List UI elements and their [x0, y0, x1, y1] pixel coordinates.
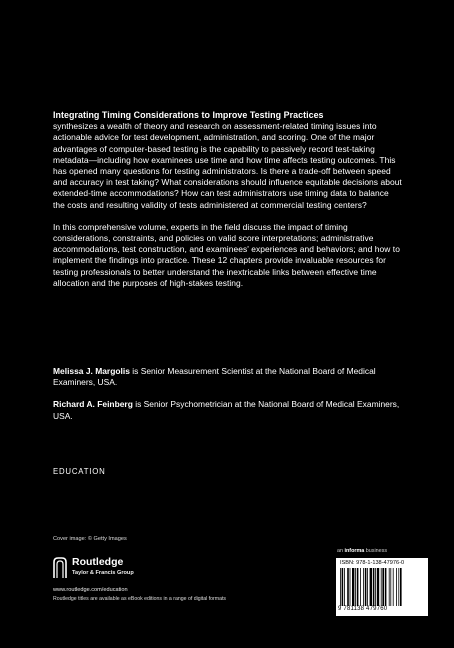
barcode-graphic — [340, 568, 424, 606]
publisher-url[interactable]: www.routledge.com/education — [53, 587, 128, 593]
publisher-name: Routledge — [72, 556, 124, 568]
author-name: Richard A. Feinberg — [53, 399, 133, 410]
author-bios — [53, 366, 403, 433]
author-bio-text: is Senior Psychometrician at the National Board of Medical Examiners, USA. — [53, 399, 400, 421]
description-text-1: synthesizes a wealth of theory and research on assessment-related timing issues into actionable advice for test development, administration, and scoring. One of the major advantages of computer-based testing is the capability to passively record test-taking metadata—including how examinees use time and how time affects testing outcomes. This has opened many questions for testing administrators. Is there a trade-off between speed and accuracy in test taking? What considerations should influence equitable decisions about extended-time accommodations? How can test administrators use timing data to balance the costs and resulting validity of tests administered at commercial testing centers? — [53, 121, 402, 210]
barcode-bar — [390, 568, 391, 606]
barcode-bar — [352, 568, 354, 606]
book-title: Integrating Timing Considerations to Improve Testing Practices — [53, 110, 324, 120]
barcode-bar — [373, 568, 375, 606]
barcode-bar — [382, 568, 384, 606]
barcode-bar — [396, 568, 397, 606]
author-bio — [53, 366, 403, 388]
barcode-bar — [365, 568, 367, 606]
isbn-barcode — [336, 558, 428, 616]
author-name: Melissa J. Margolis — [53, 366, 130, 376]
ebook-note: Routledge titles are available as eBook editions in a range of digital formats — [53, 596, 227, 602]
barcode-bar — [367, 568, 368, 606]
description-paragraph-1 — [53, 110, 403, 211]
barcode-bar — [400, 568, 402, 606]
barcode-bar — [340, 568, 341, 606]
cover-image-credit: Cover image: © Getty Images — [53, 536, 127, 542]
isbn-label: ISBN: 978-1-138-47976-0 — [340, 560, 405, 566]
barcode-bar — [381, 568, 382, 606]
barcode-bar — [389, 568, 390, 606]
barcode-bar — [370, 568, 372, 606]
informa-business-label — [337, 548, 387, 554]
informa-brand: informa — [344, 548, 365, 554]
barcode-bar — [355, 568, 356, 606]
author-bio-text: is Senior Measurement Scientist at the National Board of Medical Examiners, USA. — [53, 366, 376, 388]
publisher-block — [53, 556, 313, 616]
routledge-logo-icon — [53, 557, 67, 579]
barcode-bar — [377, 568, 379, 606]
barcode-bar — [375, 568, 376, 606]
subject-category: EDUCATION — [53, 467, 106, 476]
barcode-bar — [344, 568, 345, 606]
informa-suffix: business — [364, 548, 388, 554]
publisher-group: Taylor & Francis Group — [72, 570, 134, 576]
barcode-bar — [385, 568, 387, 606]
barcode-bar — [398, 568, 399, 606]
barcode-bar — [360, 568, 361, 606]
barcode-bar — [357, 568, 359, 606]
barcode-bar — [363, 568, 364, 606]
barcode-digits: 9 781138 479760 — [338, 606, 388, 612]
informa-prefix: an — [337, 548, 345, 554]
barcode-bar — [350, 568, 351, 606]
barcode-bar — [393, 568, 394, 606]
barcode-bar — [347, 568, 349, 606]
book-description — [53, 110, 403, 300]
barcode-bar — [342, 568, 344, 606]
author-bio — [53, 399, 403, 421]
description-paragraph-2: In this comprehensive volume, experts in the field discuss the impact of timing considerations, constraints, and policies on valid score interpretations; administrative accommodations, test construction, and examinees' experiences and behaviors; and how to implement the findings into practice. These 12 chapters provide invaluable resources for testing professionals to better understand the inextricable links between effective time allocation and the purposes of high-stakes testing. — [53, 221, 400, 288]
